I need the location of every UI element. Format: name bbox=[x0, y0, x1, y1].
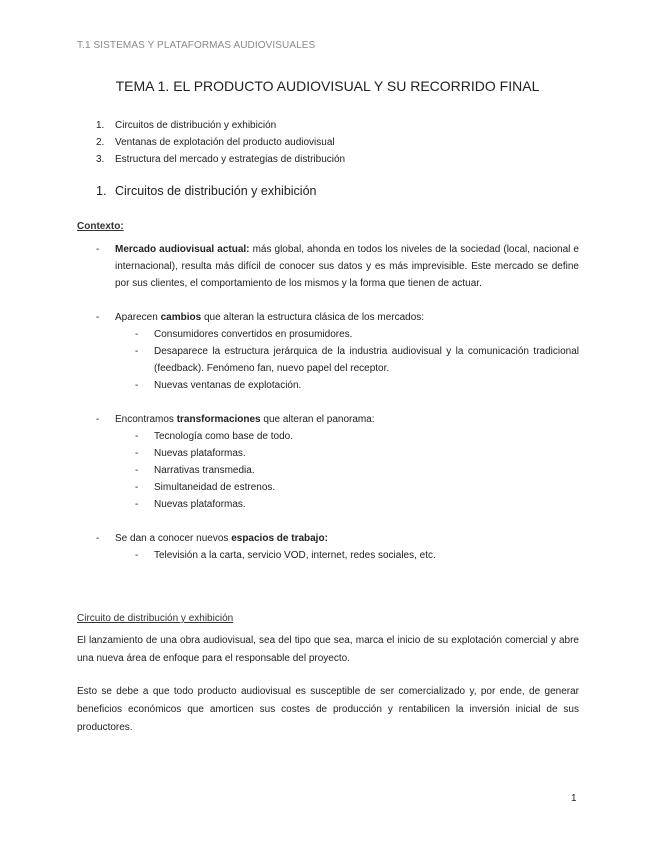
dash-marker: - bbox=[135, 499, 139, 510]
sub-item bbox=[115, 377, 579, 394]
dash-marker: - bbox=[96, 244, 100, 255]
bullet-text: que alteran el panorama: bbox=[260, 414, 375, 425]
bullet-text: más global, ahonda en todos los niveles de la sociedad (local, nacional e internacional), resulta más difícil de conocer sus datos y es más imprevisible. Este mercado se define por sus clientes, el comportamiento de los mismos y la forma que tienen de actuar. bbox=[115, 244, 579, 289]
dash-marker: - bbox=[96, 414, 100, 425]
sub-item-text: Narrativas transmedia. bbox=[154, 465, 255, 476]
context-bullets bbox=[77, 241, 579, 564]
running-header: T.1 SISTEMAS Y PLATAFORMAS AUDIOVISUALES bbox=[77, 40, 316, 51]
sub-item-text: Simultaneidad de estrenos. bbox=[154, 482, 276, 493]
dash-marker: - bbox=[135, 431, 139, 442]
sub-item-text: Nuevas plataformas. bbox=[154, 448, 246, 459]
toc-item-number: 2. bbox=[96, 137, 105, 148]
document-title: TEMA 1. EL PRODUCTO AUDIOVISUAL Y SU RECORRIDO FINAL bbox=[115, 78, 540, 94]
bullet-bold-text: Mercado audiovisual actual: bbox=[115, 244, 250, 255]
dash-marker: - bbox=[135, 380, 139, 391]
dash-marker: - bbox=[135, 448, 139, 459]
sub-item bbox=[115, 326, 579, 343]
sub-item bbox=[115, 496, 579, 513]
table-of-contents bbox=[96, 117, 345, 168]
toc-item bbox=[96, 117, 345, 134]
dash-marker: - bbox=[96, 312, 100, 323]
dash-marker: - bbox=[135, 550, 139, 561]
bullet-transformations bbox=[77, 411, 579, 513]
sub-item-text: Desaparece la estructura jerárquica de la industria audiovisual y la comunicación tradicional (feedback). Fenómeno fan, nuevo papel del receptor. bbox=[154, 346, 579, 374]
section-heading bbox=[96, 184, 316, 198]
paragraph: El lanzamiento de una obra audiovisual, sea del tipo que sea, marca el inicio de su explotación comercial y abre una nueva área de enfoque para el responsable del proyecto. bbox=[77, 635, 579, 664]
toc-item-text: Circuitos de distribución y exhibición bbox=[115, 120, 277, 131]
sub-item-text: Nuevas plataformas. bbox=[154, 499, 246, 510]
page-number: 1 bbox=[571, 793, 577, 804]
sub-item bbox=[115, 547, 579, 564]
sub-item-text: Consumidores convertidos en prosumidores. bbox=[154, 329, 353, 340]
bullet-bold-text: cambios bbox=[160, 312, 202, 323]
bullet-market bbox=[77, 241, 579, 292]
section-number: 1. bbox=[96, 184, 107, 198]
bullet-changes bbox=[77, 309, 579, 394]
sub-item bbox=[115, 428, 579, 445]
toc-item bbox=[96, 151, 345, 168]
dash-marker: - bbox=[135, 465, 139, 476]
toc-item-number: 3. bbox=[96, 154, 105, 165]
context-label: Contexto: bbox=[77, 221, 124, 232]
paragraph: Esto se debe a que todo producto audiovisual es susceptible de ser comercializado y, por ende, de generar beneficios económicos que amorticen sus costes de producción y rentabilicen la inversión inicial de sus productores. bbox=[77, 686, 579, 733]
toc-item-text: Ventanas de explotación del producto audiovisual bbox=[115, 137, 335, 148]
sub-item bbox=[115, 343, 579, 377]
dash-marker: - bbox=[135, 482, 139, 493]
sub-item-text: Tecnología como base de todo. bbox=[154, 431, 293, 442]
toc-item bbox=[96, 134, 345, 151]
bullet-text: Encontramos bbox=[115, 414, 177, 425]
sub-item-text: Televisión a la carta, servicio VOD, internet, redes sociales, etc. bbox=[154, 550, 436, 561]
sub-list bbox=[115, 428, 579, 513]
sub-item bbox=[115, 462, 579, 479]
sub-item bbox=[115, 445, 579, 462]
dash-marker: - bbox=[96, 533, 100, 544]
bullet-text: Se dan a conocer nuevos bbox=[115, 533, 232, 544]
bullet-workspaces bbox=[77, 530, 579, 564]
dash-marker: - bbox=[135, 329, 139, 340]
dash-marker: - bbox=[135, 346, 139, 357]
toc-item-number: 1. bbox=[96, 120, 105, 131]
bullet-text: Aparecen bbox=[115, 312, 161, 323]
sub-list bbox=[115, 547, 579, 564]
section-title: Circuitos de distribución y exhibición bbox=[115, 184, 317, 198]
sub-item-text: Nuevas ventanas de explotación. bbox=[154, 380, 302, 391]
circuit-heading: Circuito de distribución y exhibición bbox=[77, 613, 234, 624]
sub-list bbox=[115, 326, 579, 394]
bullet-text: que alteran la estructura clásica de los mercados: bbox=[201, 312, 425, 323]
bullet-bold-text: transformaciones bbox=[176, 414, 261, 425]
toc-item-text: Estructura del mercado y estrategias de distribución bbox=[115, 154, 346, 165]
bullet-bold-text: espacios de trabajo: bbox=[231, 533, 328, 544]
sub-item bbox=[115, 479, 579, 496]
